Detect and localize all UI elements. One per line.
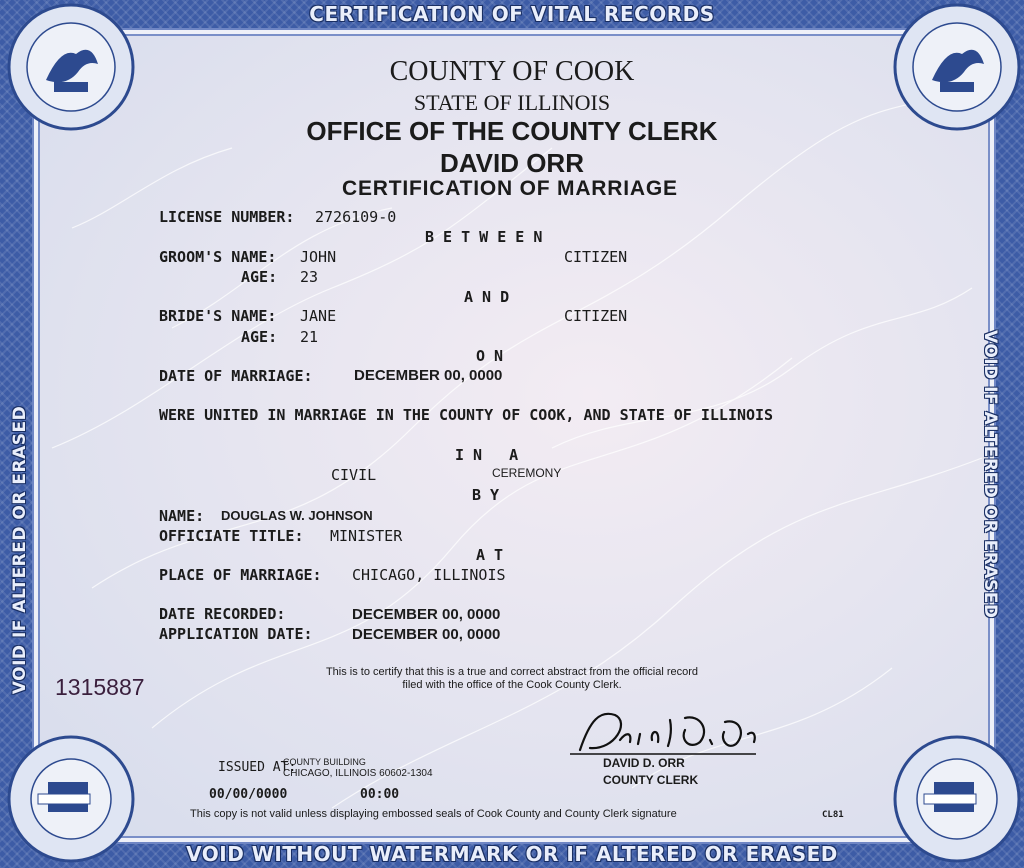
- county-seal-bottom-left: [6, 734, 136, 864]
- groom-status: CITIZEN: [564, 248, 628, 266]
- validity-notice: This copy is not valid unless displaying embossed seals of Cook County and County Clerk signature: [190, 808, 677, 820]
- between-label: B E T W E E N: [425, 228, 543, 246]
- recorded-label: DATE RECORDED:: [159, 605, 286, 623]
- issue-time: 00:00: [360, 787, 400, 802]
- license-label: LICENSE NUMBER:: [159, 208, 295, 226]
- groom-age: 23: [300, 268, 319, 286]
- bride-age: 21: [300, 328, 319, 346]
- application-value: DECEMBER 00, 0000: [352, 626, 501, 643]
- groom-age-label: AGE:: [241, 268, 278, 286]
- signer-name: DAVID D. ORR: [603, 756, 685, 770]
- groom-name: JOHN: [300, 248, 337, 266]
- by-label: B Y: [472, 486, 500, 504]
- bottom-banner: VOID WITHOUT WATERMARK OR IF ALTERED OR ERASED: [186, 842, 838, 866]
- place-label: PLACE OF MARRIAGE:: [159, 566, 322, 584]
- bride-status: CITIZEN: [564, 307, 628, 325]
- license-number: 2726109-0: [315, 208, 397, 226]
- right-side-warning: VOID IF ALTERED OR ERASED: [980, 330, 1000, 619]
- groom-label: GROOM'S NAME:: [159, 248, 277, 266]
- marriage-date-value: DECEMBER 00, 0000: [354, 367, 503, 384]
- marriage-date-label: DATE OF MARRIAGE:: [159, 367, 313, 385]
- issued-line-2: CHICAGO, ILLINOIS 60602-1304: [283, 768, 433, 779]
- bride-label: BRIDE'S NAME:: [159, 307, 277, 325]
- office-heading: OFFICE OF THE COUNTY CLERK: [306, 116, 718, 146]
- certify-line-1: This is to certify that this is a true and correct abstract from the official record: [325, 666, 699, 678]
- in-a-label: I N A: [455, 446, 519, 464]
- issue-date: 00/00/0000: [209, 787, 288, 802]
- on-label: O N: [476, 347, 504, 365]
- bride-age-label: AGE:: [241, 328, 278, 346]
- and-label: A N D: [464, 288, 510, 306]
- at-label: A T: [476, 546, 504, 564]
- county-seal-bottom-right: [892, 734, 1022, 864]
- officiant-name: DOUGLAS W. JOHNSON: [221, 508, 373, 523]
- recorded-value: DECEMBER 00, 0000: [352, 606, 501, 623]
- signer-title: COUNTY CLERK: [603, 773, 699, 787]
- county-heading: COUNTY OF COOK: [389, 56, 635, 87]
- united-statement: WERE UNITED IN MARRIAGE IN THE COUNTY OF COOK, AND STATE OF ILLINOIS: [159, 406, 774, 424]
- left-side-warning: VOID IF ALTERED OR ERASED: [10, 405, 30, 695]
- officiant-title-label: OFFICIATE TITLE:: [159, 527, 304, 545]
- officiant-title: MINISTER: [330, 527, 403, 545]
- clerk-heading: DAVID ORR: [440, 148, 584, 178]
- issued-label: ISSUED AT:: [218, 760, 297, 775]
- officiant-name-label: NAME:: [159, 507, 205, 525]
- issued-line-1: COUNTY BUILDING: [283, 757, 366, 767]
- ceremony-label: CEREMONY: [492, 466, 562, 480]
- state-heading: STATE OF ILLINOIS: [413, 90, 611, 115]
- bride-name: JANE: [300, 307, 337, 325]
- form-code: CL81: [822, 810, 844, 820]
- ceremony-type: CIVIL: [331, 466, 377, 484]
- top-banner: CERTIFICATION OF VITAL RECORDS: [309, 2, 715, 26]
- place-value: CHICAGO, ILLINOIS: [352, 566, 506, 584]
- certify-line-2: filed with the office of the Cook County Clerk.: [402, 679, 622, 691]
- document-title: CERTIFICATION OF MARRIAGE: [342, 177, 678, 200]
- serial-number: 1315887: [55, 674, 145, 700]
- application-label: APPLICATION DATE:: [159, 625, 313, 643]
- clerk-signature: [560, 700, 760, 760]
